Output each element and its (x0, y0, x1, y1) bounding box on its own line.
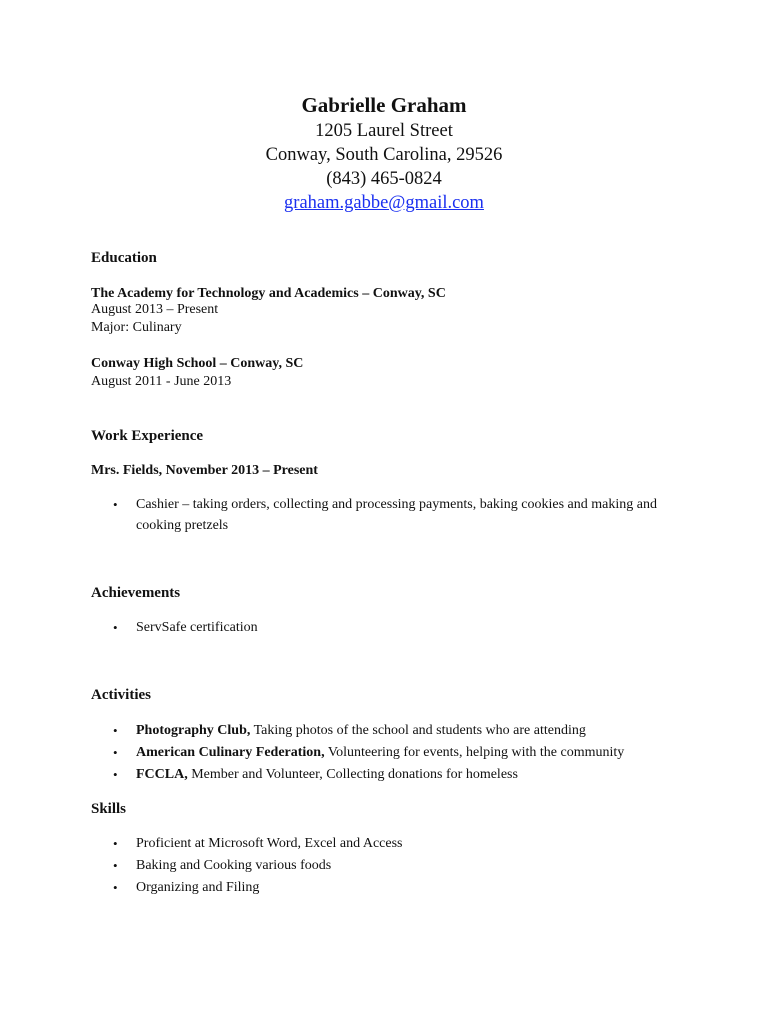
education-heading: Education (91, 250, 157, 266)
school-1-major: Major: Culinary (91, 320, 182, 335)
achievements-heading: Achievements (91, 585, 181, 601)
applicant-name: Gabrielle Graham (301, 93, 467, 117)
activity-name: American Culinary Federation, (136, 745, 325, 760)
bullet-icon: • (113, 767, 118, 782)
skills-heading: Skills (91, 801, 127, 817)
phone-number: (843) 465-0824 (326, 169, 442, 189)
activity-name: Photography Club, (136, 723, 251, 738)
bullet-icon: • (113, 880, 118, 895)
work-experience-heading: Work Experience (91, 428, 204, 444)
activity-description: Taking photos of the school and students who are attending (250, 723, 586, 738)
activity-name: FCCLA, (136, 767, 188, 782)
activity-description: Member and Volunteer, Collecting donations for homeless (187, 767, 518, 782)
skill-item: Baking and Cooking various foods (136, 858, 332, 873)
bullet-icon: • (113, 858, 118, 873)
skill-item: Organizing and Filing (136, 880, 260, 895)
activity-item (136, 742, 696, 763)
bullet-icon: • (113, 745, 118, 760)
school-2-name: Conway High School – Conway, SC (91, 356, 304, 371)
street-address: 1205 Laurel Street (315, 121, 453, 141)
skill-item: Proficient at Microsoft Word, Excel and Access (136, 836, 403, 851)
school-2-dates: August 2011 - June 2013 (91, 374, 232, 389)
school-1-name: The Academy for Technology and Academics – Conway, SC (91, 286, 446, 301)
bullet-icon: • (113, 836, 118, 851)
activity-item (136, 720, 696, 741)
job-1-heading: Mrs. Fields, November 2013 – Present (91, 463, 318, 478)
activity-description: Volunteering for events, helping with the community (324, 745, 625, 760)
job-1-description: Cashier – taking orders, collecting and processing payments, baking cookies and making and cooking pretzels (136, 497, 657, 533)
resume-header (0, 92, 768, 215)
achievement-item: ServSafe certification (136, 620, 258, 635)
activities-heading: Activities (91, 687, 151, 703)
bullet-icon: • (113, 620, 118, 635)
city-state-zip: Conway, South Carolina, 29526 (265, 145, 503, 165)
school-1-dates: August 2013 – Present (91, 302, 219, 317)
bullet-icon: • (113, 497, 118, 512)
bullet-icon: • (113, 723, 118, 738)
activity-item (136, 764, 696, 785)
email-link[interactable]: graham.gabbe@gmail.com (284, 193, 484, 213)
